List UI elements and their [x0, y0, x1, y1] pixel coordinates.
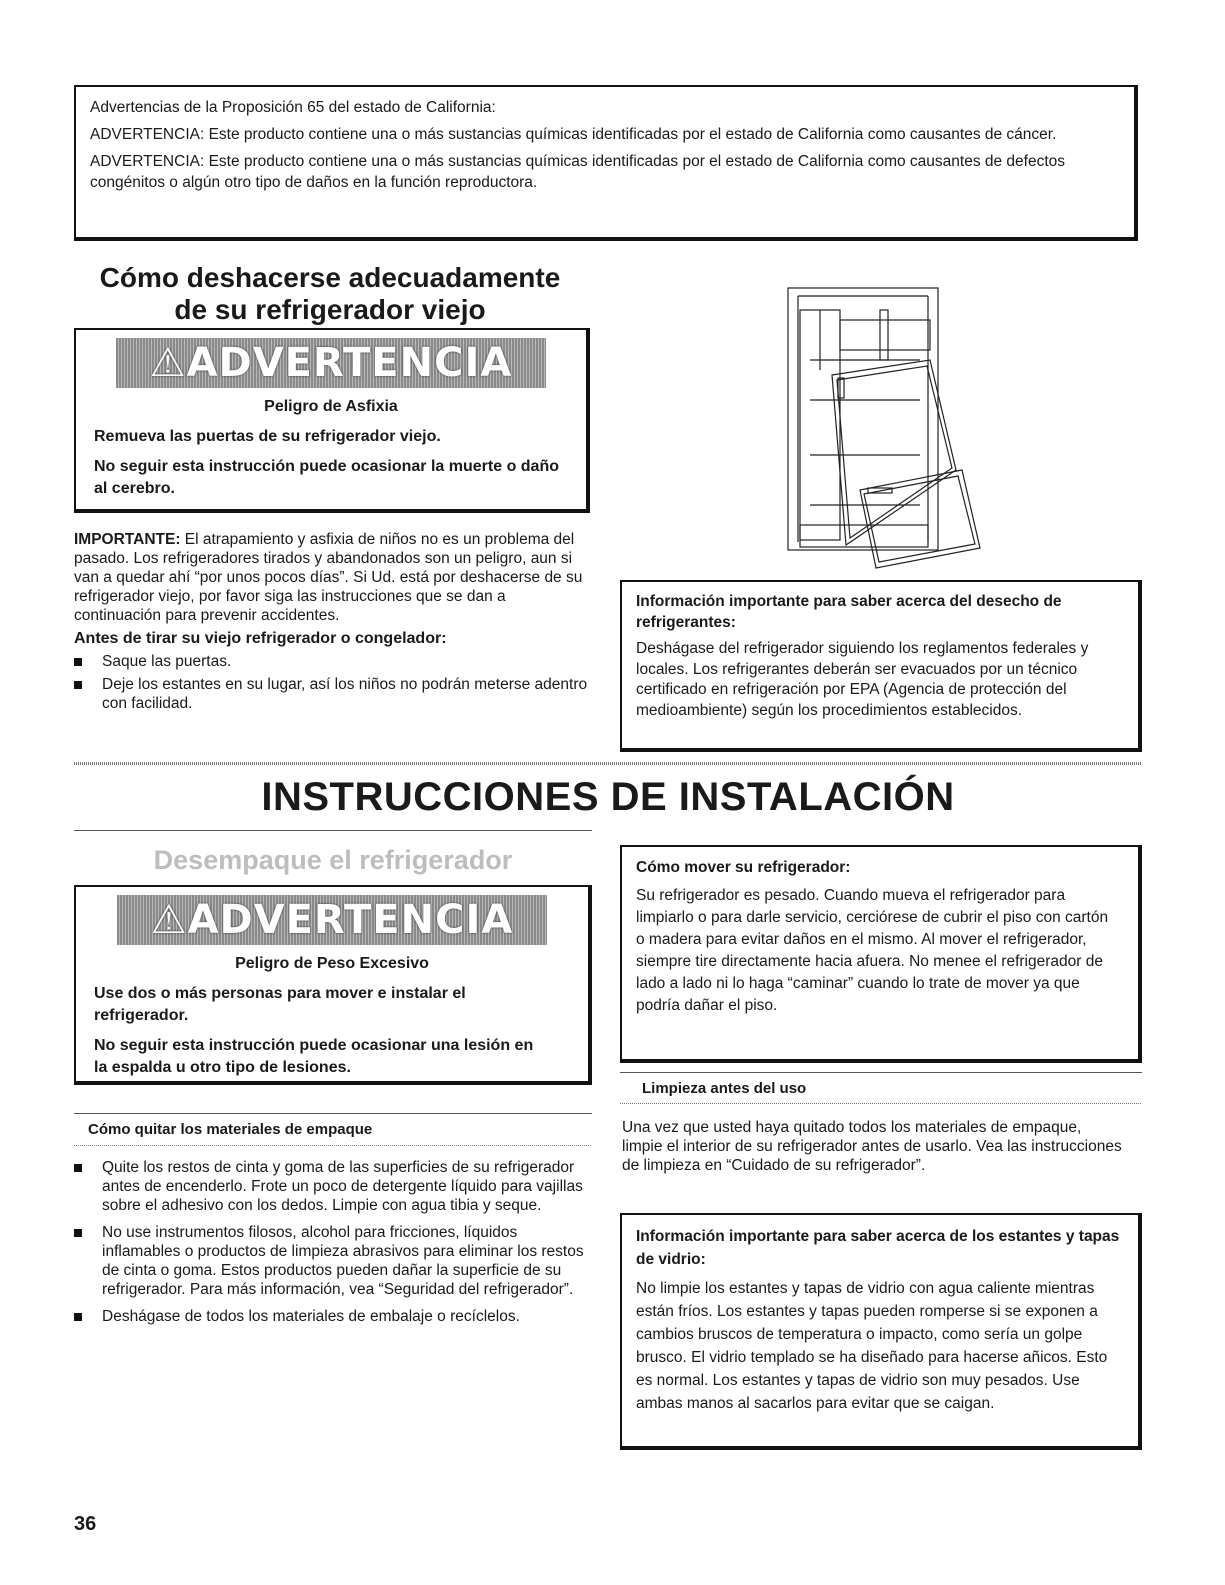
before-disposal-heading: Antes de tirar su viejo refrigerador o congelador:: [74, 630, 447, 647]
refrigerant-info-box: [620, 580, 1142, 752]
title-underline: [74, 830, 592, 831]
moving-info-box: [620, 845, 1142, 1063]
cleaning-text: Una vez que usted haya quitado todos los materiales de empaque, limpie el interior de su refrigerador antes de usarlo. Vea las instrucciones de limpieza en “Cuidado de su refrigerador”.: [622, 1119, 1122, 1174]
page-title: INSTRUCCIONES DE INSTALACIÓN: [261, 775, 955, 819]
warning-banner: [117, 895, 547, 945]
subsection-rule: [74, 1113, 592, 1114]
disposal-heading: [74, 262, 586, 326]
weight-warning-box: [74, 885, 592, 1085]
warning-banner: [116, 338, 546, 388]
disposal-bullet-list: [74, 652, 588, 713]
warning-instruction: Use dos o más personas para mover e instalar el refrigerador.: [94, 985, 466, 1024]
warning-consequence: No seguir esta instrucción puede ocasionar la muerte o daño al cerebro.: [94, 458, 559, 497]
list-item: No use instrumentos filosos, alcohol para fricciones, líquidos inflamables o productos de limpieza abrasivos para eliminar los restos de cinta o goma. Estos productos pueden dañar la superficie de su refrigerador. Para más información, vea “Seguridad del refrigerador”.: [74, 1223, 588, 1299]
warning-instruction: Remueva las puertas de su refrigerador viejo.: [94, 428, 441, 445]
subsection-rule: [620, 1103, 1142, 1104]
refrigerator-doors-removed-illustration: [780, 280, 990, 570]
asphyxia-warning-box: [74, 328, 590, 513]
list-item: Quite los restos de cinta y goma de las superficies de su refrigerador antes de encenderlo. Frote un poco de detergente líquido para vajillas sobre el adhesivo con los dedos. Limpie con agua tibia y seque.: [74, 1158, 588, 1215]
section-divider: [74, 762, 1142, 765]
packaging-bullet-list: [74, 1158, 588, 1326]
subsection-rule: [620, 1072, 1142, 1073]
glass-info-text: No limpie los estantes y tapas de vidrio con agua caliente mientras están fríos. Los estantes y tapas pueden romperse si se exponen a cambios bruscos de temperatura o impacto, como sería un golpe brusco. El vidrio templado se ha diseñado para hacerse añicos. Esto es normal. Los estantes y tapas de vidrio son muy pesados. Use ambas manos al sacarlos para evitar que se caigan.: [636, 1280, 1108, 1412]
prop65-warning-reproductive: ADVERTENCIA: Este producto contiene una o más sustancias químicas identificadas por el estado de California como causantes de defectos congénitos o algún otro tipo de daños en la función reproductora.: [90, 153, 1066, 191]
list-item: Deje los estantes en su lugar, así los niños no podrán meterse adentro con facilidad.: [74, 675, 588, 713]
packaging-body: [74, 1158, 588, 1330]
refrigerant-info-title: Información importante para saber acerca del desecho de refrigerantes:: [636, 593, 1062, 631]
warning-consequence: No seguir esta instrucción puede ocasionar una lesión en la espalda u otro tipo de lesiones.: [94, 1037, 534, 1076]
prop65-warning-cancer: ADVERTENCIA: Este producto contiene una o más sustancias químicas identificadas por el estado de California como causantes de cáncer.: [90, 126, 1057, 143]
page-number: 36: [74, 1513, 97, 1535]
disposal-heading-line2: de su refrigerador viejo: [174, 294, 486, 325]
important-paragraph: [74, 530, 588, 625]
glass-info-title: Información importante para saber acerca de los estantes y tapas de vidrio:: [636, 1228, 1120, 1268]
refrigerant-info-text: Deshágase del refrigerador siguiendo los reglamentos federales y locales. Los refrigerantes deberán ser evacuados por un técnico certificado en refrigeración por EPA (Agencia de protección del medioambiente) según los procedimientos establecidos.: [636, 640, 1089, 719]
remove-packaging-heading: Cómo quitar los materiales de empaque: [88, 1121, 373, 1138]
prop65-title: Advertencias de la Proposición 65 del estado de California:: [90, 99, 496, 116]
subsection-rule: [74, 1145, 592, 1146]
hazard-title: Peligro de Asfixia: [264, 398, 398, 415]
glass-shelves-info-box: [620, 1213, 1142, 1450]
prop65-warning-box: [74, 85, 1138, 241]
unpack-heading: Desempaque el refrigerador: [153, 845, 513, 875]
important-text: El atrapamiento y asfixia de niños no es un problema del pasado. Los refrigeradores tirados y abandonados son un peligro, aun si van a quedar ahí “por unos pocos días”. Si Ud. está por deshacerse de su refrigerador viejo, por favor siga las instrucciones que se dan a continuación para prevenir accidentes.: [74, 531, 583, 624]
disposal-body: [74, 530, 588, 717]
list-item: Deshágase de todos los materiales de embalaje o recíclelos.: [74, 1307, 588, 1326]
disposal-heading-line1: Cómo deshacerse adecuadamente: [99, 262, 561, 293]
warning-banner-text: ⚠ADVERTENCIA: [149, 340, 513, 386]
moving-info-title: Cómo mover su refrigerador:: [636, 859, 851, 876]
list-item: Saque las puertas.: [74, 652, 588, 671]
moving-info-text: Su refrigerador es pesado. Cuando mueva el refrigerador para limpiarlo o para darle servicio, cerciórese de cubrir el piso con cartón o madera para evitar daños en el mismo. Al mover el refrigerador, siempre tire directamente hacia afuera. No menee el refrigerador de lado a lado ni lo haga “caminar” cuando lo trate de mover ya que podría dañar el piso.: [636, 887, 1109, 1014]
hazard-title: Peligro de Peso Excesivo: [235, 955, 429, 972]
important-label: IMPORTANTE:: [74, 531, 181, 548]
cleaning-heading: Limpieza antes del uso: [642, 1080, 807, 1097]
warning-banner-text: ⚠ADVERTENCIA: [150, 897, 514, 943]
